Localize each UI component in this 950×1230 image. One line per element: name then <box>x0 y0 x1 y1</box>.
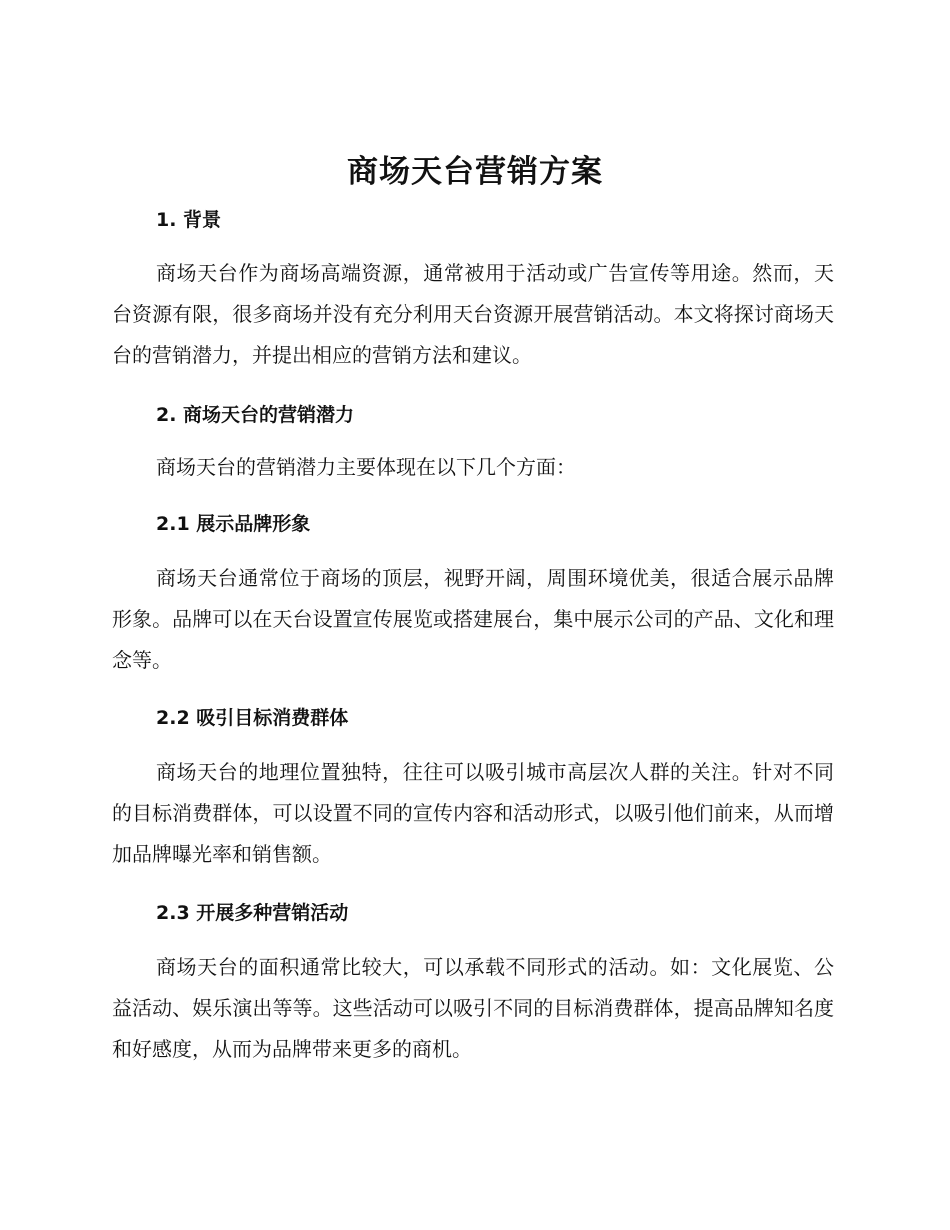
section-heading-marketing-activities: 2.3 开展多种营销活动 <box>156 902 349 924</box>
section-paragraph-marketing-potential: 商场天台的营销潜力主要体现在以下几个方面： <box>156 455 576 479</box>
document-title: 商场天台营销方案 <box>347 154 603 190</box>
section-paragraph-target-consumers: 商场天台的地理位置独特，往往可以吸引城市高层次人群的关注。针对不同的目标消费群体，可以设置不同的宣传内容和活动形式，以吸引他们前来，从而增加品牌曝光率和销售额。 <box>112 760 834 866</box>
section-paragraph-marketing-activities: 商场天台的面积通常比较大，可以承载不同形式的活动。如：文化展览、公益活动、娱乐演出等等。这些活动可以吸引不同的目标消费群体，提高品牌知名度和好感度，从而为品牌带来更多的商机。 <box>112 955 834 1061</box>
section-heading-background: 1. 背景 <box>156 209 222 231</box>
section-paragraph-brand-image: 商场天台通常位于商场的顶层，视野开阔，周围环境优美，很适合展示品牌形象。品牌可以在天台设置宣传展览或搭建展台，集中展示公司的产品、文化和理念等。 <box>112 566 834 672</box>
section-heading-brand-image: 2.1 展示品牌形象 <box>156 513 311 535</box>
section-paragraph-background: 商场天台作为商场高端资源，通常被用于活动或广告宣传等用途。然而，天台资源有限，很多商场并没有充分利用天台资源开展营销活动。本文将探讨商场天台的营销潜力，并提出相应的营销方法和建议。 <box>112 261 834 367</box>
section-heading-marketing-potential: 2. 商场天台的营销潜力 <box>156 404 355 426</box>
section-heading-target-consumers: 2.2 吸引目标消费群体 <box>156 707 349 729</box>
